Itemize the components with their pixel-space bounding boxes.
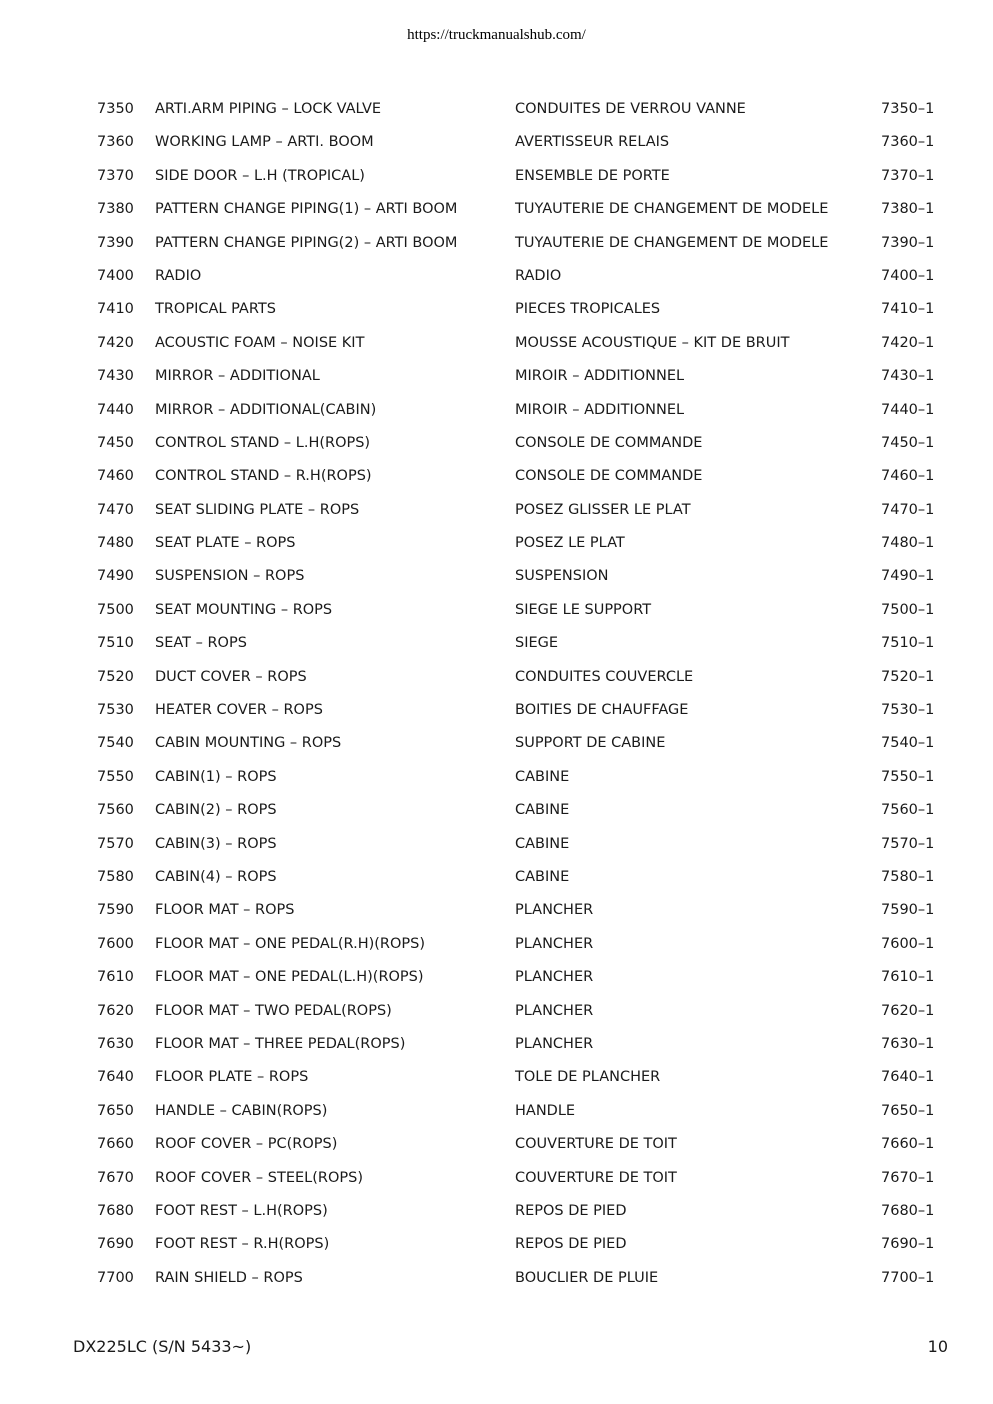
part-name-french: COUVERTURE DE TOIT xyxy=(515,1136,677,1153)
part-name-french: AVERTISSEUR RELAIS xyxy=(515,134,670,151)
part-name-french: REPOS DE PIED xyxy=(515,1236,627,1253)
part-group-code: 7620 xyxy=(97,1002,134,1019)
part-name-french: CONDUITES COUVERCLE xyxy=(515,668,694,685)
page-reference: 7490–1 xyxy=(881,568,935,585)
part-name-english: SIDE DOOR – L.H (TROPICAL) xyxy=(155,167,365,184)
table-row xyxy=(0,193,993,226)
part-group-code: 7600 xyxy=(97,935,134,952)
page-reference: 7630–1 xyxy=(881,1035,935,1052)
part-group-code: 7410 xyxy=(97,301,134,318)
page-reference: 7550–1 xyxy=(881,768,935,785)
page-reference: 7480–1 xyxy=(881,535,935,552)
part-group-code: 7530 xyxy=(97,702,134,719)
page-reference: 7680–1 xyxy=(881,1202,935,1219)
table-row xyxy=(0,1195,993,1228)
part-name-french: REPOS DE PIED xyxy=(515,1202,627,1219)
table-row xyxy=(0,293,993,326)
page-reference: 7390–1 xyxy=(881,234,935,251)
part-name-french: ENSEMBLE DE PORTE xyxy=(515,167,670,184)
part-group-code: 7350 xyxy=(97,101,134,117)
part-group-code: 7520 xyxy=(97,668,134,685)
part-name-french: MIROIR – ADDITIONNEL xyxy=(515,368,685,385)
part-name-french: POSEZ LE PLAT xyxy=(515,535,625,552)
part-name-english: FLOOR PLATE – ROPS xyxy=(155,1069,309,1086)
table-row xyxy=(0,1061,993,1094)
part-name-french: TUYAUTERIE DE CHANGEMENT DE MODELE xyxy=(515,234,829,251)
table-row xyxy=(0,928,993,961)
table-row xyxy=(0,1228,993,1261)
part-name-french: BOUCLIER DE PLUIE xyxy=(515,1269,659,1286)
part-name-english: MIRROR – ADDITIONAL xyxy=(155,368,320,385)
table-row xyxy=(0,661,993,694)
page-reference: 7370–1 xyxy=(881,167,935,184)
part-name-french: MOUSSE ACOUSTIQUE – KIT DE BRUIT xyxy=(515,334,790,351)
part-group-code: 7590 xyxy=(97,902,134,919)
part-name-english: ROOF COVER – STEEL(ROPS) xyxy=(155,1169,363,1186)
page-reference: 7590–1 xyxy=(881,902,935,919)
part-group-code: 7480 xyxy=(97,535,134,552)
page-reference: 7410–1 xyxy=(881,301,935,318)
page-reference: 7500–1 xyxy=(881,601,935,618)
part-group-code: 7680 xyxy=(97,1202,134,1219)
part-name-french: CABINE xyxy=(515,802,570,819)
footer-model: DX225LC (S/N 5433~) xyxy=(73,1337,252,1356)
table-row xyxy=(0,126,993,159)
table-row xyxy=(0,1095,993,1128)
part-name-english: WORKING LAMP – ARTI. BOOM xyxy=(155,134,374,151)
table-row xyxy=(0,527,993,560)
table-row xyxy=(0,427,993,460)
part-name-english: FOOT REST – R.H(ROPS) xyxy=(155,1236,330,1253)
part-name-french: PLANCHER xyxy=(515,935,594,952)
part-group-code: 7550 xyxy=(97,768,134,785)
table-row xyxy=(0,761,993,794)
part-name-english: PATTERN CHANGE PIPING(1) – ARTI BOOM xyxy=(155,201,458,218)
table-row xyxy=(0,727,993,760)
part-group-code: 7510 xyxy=(97,635,134,652)
part-group-code: 7700 xyxy=(97,1269,134,1286)
page-reference: 7620–1 xyxy=(881,1002,935,1019)
part-name-french: HANDLE xyxy=(515,1102,576,1119)
part-name-english: FLOOR MAT – TWO PEDAL(ROPS) xyxy=(155,1002,392,1019)
part-group-code: 7500 xyxy=(97,601,134,618)
part-name-french: MIROIR – ADDITIONNEL xyxy=(515,401,685,418)
page-reference: 7450–1 xyxy=(881,434,935,451)
parts-index-table xyxy=(0,93,993,1295)
page-reference: 7380–1 xyxy=(881,201,935,218)
part-group-code: 7430 xyxy=(97,368,134,385)
part-name-english: HEATER COVER – ROPS xyxy=(155,702,323,719)
table-row xyxy=(0,794,993,827)
table-row xyxy=(0,594,993,627)
part-group-code: 7370 xyxy=(97,167,134,184)
part-name-english: PATTERN CHANGE PIPING(2) – ARTI BOOM xyxy=(155,234,458,251)
page-reference: 7400–1 xyxy=(881,267,935,284)
part-name-english: CABIN(3) – ROPS xyxy=(155,835,277,852)
table-row xyxy=(0,1162,993,1195)
page-reference: 7430–1 xyxy=(881,368,935,385)
part-group-code: 7490 xyxy=(97,568,134,585)
page-reference: 7570–1 xyxy=(881,835,935,852)
page-reference: 7440–1 xyxy=(881,401,935,418)
part-name-french: CONSOLE DE COMMANDE xyxy=(515,434,703,451)
page-reference: 7460–1 xyxy=(881,468,935,485)
part-name-english: ACOUSTIC FOAM – NOISE KIT xyxy=(155,334,365,351)
part-name-english: FLOOR MAT – ONE PEDAL(L.H)(ROPS) xyxy=(155,969,424,986)
part-group-code: 7660 xyxy=(97,1136,134,1153)
table-row xyxy=(0,694,993,727)
part-name-english: CABIN(2) – ROPS xyxy=(155,802,277,819)
part-name-english: ARTI.ARM PIPING – LOCK VALVE xyxy=(155,101,382,117)
part-group-code: 7610 xyxy=(97,969,134,986)
part-group-code: 7560 xyxy=(97,802,134,819)
page-reference: 7650–1 xyxy=(881,1102,935,1119)
part-name-french: TOLE DE PLANCHER xyxy=(515,1069,661,1086)
table-row xyxy=(0,627,993,660)
table-row xyxy=(0,961,993,994)
part-name-french: PLANCHER xyxy=(515,1035,594,1052)
page-number: 10 xyxy=(927,1337,948,1356)
part-name-french: CABINE xyxy=(515,768,570,785)
page-reference: 7610–1 xyxy=(881,969,935,986)
table-row xyxy=(0,460,993,493)
part-group-code: 7640 xyxy=(97,1069,134,1086)
part-name-french: CONSOLE DE COMMANDE xyxy=(515,468,703,485)
part-name-english: MIRROR – ADDITIONAL(CABIN) xyxy=(155,401,377,418)
page-reference: 7420–1 xyxy=(881,334,935,351)
part-name-french: CABINE xyxy=(515,868,570,885)
part-name-english: CABIN(4) – ROPS xyxy=(155,868,277,885)
part-group-code: 7570 xyxy=(97,835,134,852)
part-name-english: CABIN MOUNTING – ROPS xyxy=(155,735,342,752)
part-name-english: CONTROL STAND – R.H(ROPS) xyxy=(155,468,372,485)
table-row xyxy=(0,861,993,894)
part-group-code: 7360 xyxy=(97,134,134,151)
header-url[interactable]: https://truckmanualshub.com/ xyxy=(407,27,586,43)
part-name-french: CONDUITES DE VERROU VANNE xyxy=(515,101,746,117)
page-reference: 7560–1 xyxy=(881,802,935,819)
part-group-code: 7420 xyxy=(97,334,134,351)
page-reference: 7640–1 xyxy=(881,1069,935,1086)
table-row xyxy=(0,1028,993,1061)
table-row xyxy=(0,1128,993,1161)
part-name-french: TUYAUTERIE DE CHANGEMENT DE MODELE xyxy=(515,201,829,218)
table-row xyxy=(0,894,993,927)
part-group-code: 7650 xyxy=(97,1102,134,1119)
table-row xyxy=(0,394,993,427)
part-group-code: 7380 xyxy=(97,201,134,218)
part-name-english: TROPICAL PARTS xyxy=(155,301,276,318)
part-name-french: COUVERTURE DE TOIT xyxy=(515,1169,677,1186)
page-reference: 7470–1 xyxy=(881,501,935,518)
part-group-code: 7580 xyxy=(97,868,134,885)
part-group-code: 7670 xyxy=(97,1169,134,1186)
part-name-english: SEAT PLATE – ROPS xyxy=(155,535,296,552)
part-name-french: SUPPORT DE CABINE xyxy=(515,735,666,752)
table-row xyxy=(0,828,993,861)
part-name-french: PLANCHER xyxy=(515,1002,594,1019)
page-reference: 7700–1 xyxy=(881,1269,935,1286)
table-row xyxy=(0,360,993,393)
page-reference: 7580–1 xyxy=(881,868,935,885)
table-row xyxy=(0,93,993,126)
part-name-english: FLOOR MAT – ROPS xyxy=(155,902,295,919)
table-row xyxy=(0,494,993,527)
page-reference: 7600–1 xyxy=(881,935,935,952)
page-reference: 7510–1 xyxy=(881,635,935,652)
part-group-code: 7440 xyxy=(97,401,134,418)
table-row xyxy=(0,227,993,260)
table-row xyxy=(0,995,993,1028)
page-reference: 7350–1 xyxy=(881,101,935,117)
part-name-french: SIEGE xyxy=(515,635,559,652)
part-name-english: ROOF COVER – PC(ROPS) xyxy=(155,1136,338,1153)
part-name-english: RAIN SHIELD – ROPS xyxy=(155,1269,303,1286)
table-row xyxy=(0,260,993,293)
part-name-english: DUCT COVER – ROPS xyxy=(155,668,307,685)
part-group-code: 7450 xyxy=(97,434,134,451)
part-group-code: 7460 xyxy=(97,468,134,485)
part-name-english: CONTROL STAND – L.H(ROPS) xyxy=(155,434,371,451)
part-group-code: 7390 xyxy=(97,234,134,251)
part-name-french: PLANCHER xyxy=(515,902,594,919)
part-name-english: FLOOR MAT – THREE PEDAL(ROPS) xyxy=(155,1035,406,1052)
part-name-french: RADIO xyxy=(515,267,562,284)
part-group-code: 7540 xyxy=(97,735,134,752)
page-reference: 7520–1 xyxy=(881,668,935,685)
part-name-english: RADIO xyxy=(155,267,202,284)
page-reference: 7530–1 xyxy=(881,702,935,719)
part-name-english: HANDLE – CABIN(ROPS) xyxy=(155,1102,328,1119)
part-name-french: BOITIES DE CHAUFFAGE xyxy=(515,702,689,719)
part-group-code: 7630 xyxy=(97,1035,134,1052)
part-name-english: SEAT MOUNTING – ROPS xyxy=(155,601,333,618)
table-row xyxy=(0,560,993,593)
part-name-french: SIEGE LE SUPPORT xyxy=(515,601,652,618)
part-group-code: 7470 xyxy=(97,501,134,518)
part-name-english: CABIN(1) – ROPS xyxy=(155,768,277,785)
table-row xyxy=(0,1262,993,1295)
part-name-english: SEAT SLIDING PLATE – ROPS xyxy=(155,501,360,518)
part-group-code: 7400 xyxy=(97,267,134,284)
part-name-english: FOOT REST – L.H(ROPS) xyxy=(155,1202,328,1219)
part-name-french: PIECES TROPICALES xyxy=(515,301,661,318)
page-reference: 7670–1 xyxy=(881,1169,935,1186)
page-reference: 7540–1 xyxy=(881,735,935,752)
table-row xyxy=(0,160,993,193)
page-reference: 7690–1 xyxy=(881,1236,935,1253)
part-name-french: SUSPENSION xyxy=(515,568,609,585)
table-row xyxy=(0,327,993,360)
page-reference: 7360–1 xyxy=(881,134,935,151)
part-group-code: 7690 xyxy=(97,1236,134,1253)
page-reference: 7660–1 xyxy=(881,1136,935,1153)
part-name-english: FLOOR MAT – ONE PEDAL(R.H)(ROPS) xyxy=(155,935,426,952)
part-name-french: CABINE xyxy=(515,835,570,852)
part-name-french: PLANCHER xyxy=(515,969,594,986)
part-name-english: SEAT – ROPS xyxy=(155,635,247,652)
part-name-english: SUSPENSION – ROPS xyxy=(155,568,305,585)
part-name-french: POSEZ GLISSER LE PLAT xyxy=(515,501,691,518)
